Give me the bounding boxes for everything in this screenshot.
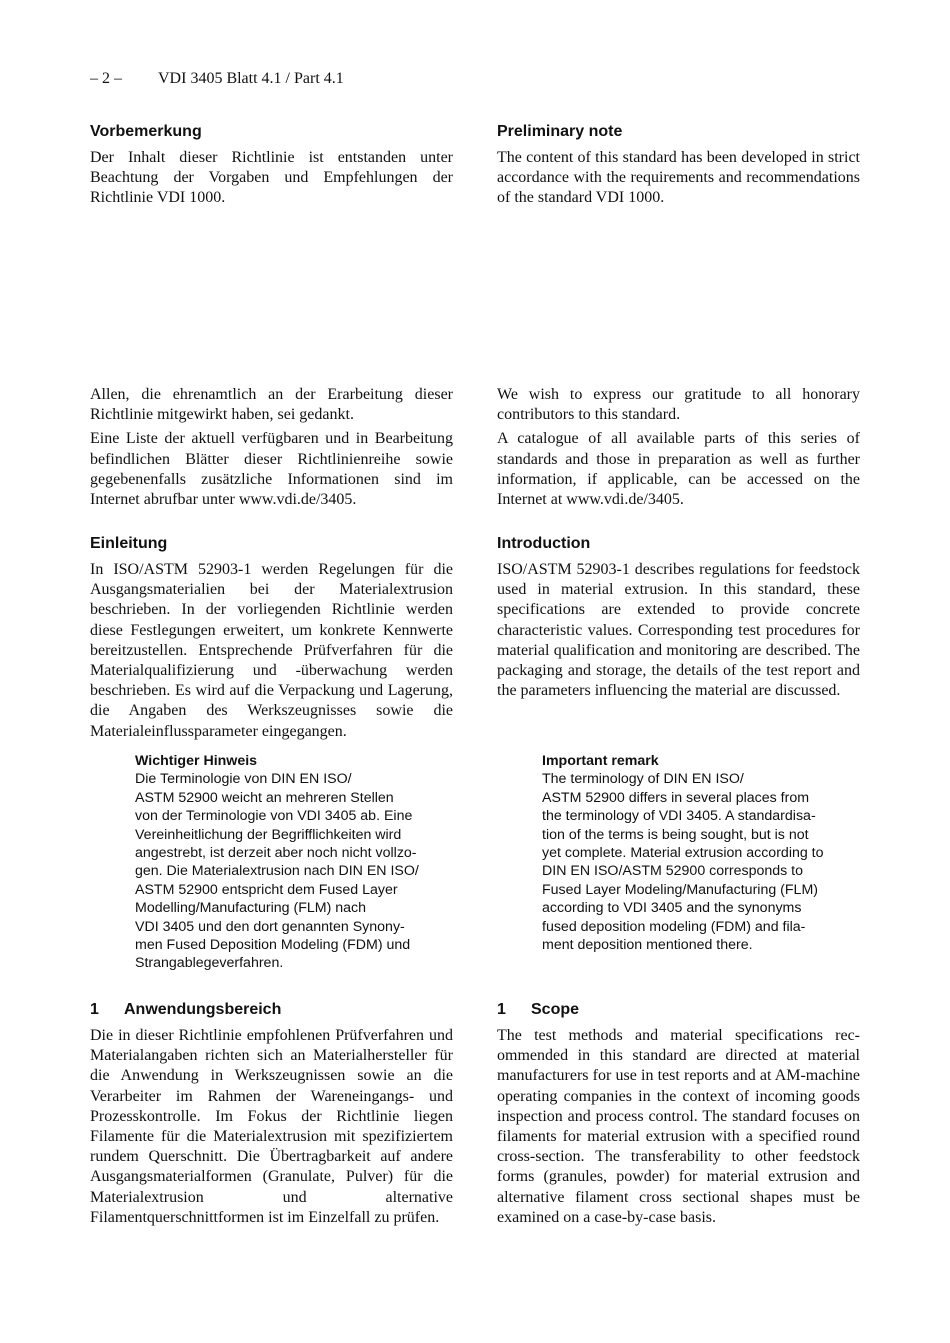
remark-line: Strangablegeverfahren.: [135, 955, 284, 972]
thanks-text-de: Allen, die ehrenamtlich an der Erarbeitung dieser Richtlinie mitgewirkt haben, sei gedankt.: [90, 386, 453, 424]
page-header: [90, 70, 344, 88]
scope-number-de: 1: [90, 1001, 99, 1018]
remark-line: Die Terminologie von DIN EN ISO/: [135, 771, 352, 788]
preliminary-note-de: [90, 122, 453, 209]
remark-line: von der Terminologie von VDI 3405 ab. Eine: [135, 808, 413, 825]
introduction-text-de: In ISO/ASTM 52903-1 werden Regelungen für die Ausgangsmaterialien bei der Materialextrusion beschrieben. In der vorliegenden Richtlinie werden diese Festlegungen erweitert, um konkrete Kennwerte bereitzustellen. Entsprechende Prüfverfahren für die Materialqualifizierung und -überwachung werden beschrieben. Es wird auf die Verpackung und Lagerung, die Angaben des Werkszeugnisses sowie die Materialeinflussparameter eingegangen.: [90, 561, 453, 740]
remark-line: ment deposition mentioned there.: [542, 937, 753, 954]
scope-title-en: Scope: [531, 1001, 580, 1018]
remark-line: ASTM 52900 entspricht dem Fused Layer: [135, 881, 398, 898]
remark-line: The terminology of DIN EN ISO/: [542, 771, 744, 788]
remark-line: Fused Layer Modeling/Manufacturing (FLM): [542, 881, 818, 898]
scope-en: [497, 1000, 860, 1228]
remark-line: gen. Die Materialextrusion nach DIN EN ISO/: [135, 863, 419, 880]
preliminary-heading-de: Vorbemerkung: [90, 123, 202, 140]
remark-title-en: Important remark: [542, 753, 659, 769]
introduction-text-en: ISO/ASTM 52903-1 describes regulations for feedstock used in material extrusion. In this standard, these specifications are extended to provide concrete characteristic values. Corresponding test procedures for material qualification and monitoring are described. The packaging and storage, the details of the test report and the parameters influencing the material are discussed.: [497, 561, 860, 700]
remark-line: ASTM 52900 weicht an mehreren Stellen: [135, 789, 394, 806]
list-text-de: Eine Liste der aktuell verfügbaren und in Bearbeitung befindlichen Blätter dieser Richtlinienreihe sowie gegebenenfalls zusätzliche Informationen sind im Internet abrufbar unter www.vdi.de/3405.: [90, 430, 453, 509]
remark-line: the terminology of VDI 3405. A standardisa-: [542, 808, 816, 825]
page-number: – 2 –: [90, 70, 122, 87]
preliminary-text-de: Der Inhalt dieser Richtlinie ist entstanden unter Beachtung der Vorgaben und Empfehlungen der Richtlinie VDI 1000.: [90, 149, 453, 207]
scope-number-en: 1: [497, 1001, 506, 1018]
introduction-heading-en: Introduction: [497, 535, 591, 552]
list-text-en: A catalogue of all available parts of this series of standards and those in preparation as well as further information, if applicable, can be accessed on the Internet at www.vdi.de/3405.: [497, 430, 860, 509]
introduction-heading-de: Einleitung: [90, 535, 168, 552]
preliminary-heading-en: Preliminary note: [497, 123, 623, 140]
remark-line: ASTM 52900 differs in several places from: [542, 789, 810, 806]
acknowledgement-en: [497, 385, 860, 510]
introduction-de: [90, 534, 453, 742]
thanks-text-en: We wish to express our gratitude to all honorary contributors to this standard.: [497, 386, 860, 424]
acknowledgement-de: [90, 385, 453, 510]
preliminary-text-en: The content of this standard has been developed in strict accordance with the requirements and recommendations of the standard VDI 1000.: [497, 149, 860, 207]
introduction-en: [497, 534, 860, 701]
scope-title-de: Anwendungsbereich: [124, 1001, 282, 1018]
remark-line: Vereinheitlichung der Begrifflichkeiten wird: [135, 826, 402, 843]
remark-line: men Fused Deposition Modeling (FDM) und: [135, 937, 411, 954]
scope-heading-en: [497, 1000, 860, 1020]
remark-title-de: Wichtiger Hinweis: [135, 753, 258, 769]
scope-heading-de: [90, 1000, 453, 1020]
preliminary-note-en: [497, 122, 860, 209]
scope-text-de: Die in dieser Richtlinie empfohlenen Prüfverfahren und Materialangaben richten sich an Materialhersteller für die Anwendung in Werkszeugnissen sowie an die Verarbeiter im Rahmen der Wareneingangs- und Prozesskontrolle. Im Fokus der Richtlinie liegen Filamente für die Materialextrusion mit spezifiziertem rundem Querschnitt. Die Übertragbarkeit auf andere Ausgangsmaterialformen (Granulate, Pulver) für die Materialextrusion und alternative Filamentquerschnittformen ist im Einzelfall zu prüfen.: [90, 1027, 453, 1226]
remark-line: angestrebt, ist derzeit aber noch nicht vollzo-: [135, 845, 417, 862]
scope-de: [90, 1000, 453, 1228]
important-remark-en: [542, 752, 862, 954]
important-remark-de: [135, 752, 455, 973]
remark-line: tion of the terms is being sought, but is not: [542, 826, 809, 843]
remark-line: Modelling/Manufacturing (FLM) nach: [135, 900, 367, 917]
remark-line: according to VDI 3405 and the synonyms: [542, 900, 802, 917]
scope-text-en: The test methods and material specifications recommended in this standard are directed at material manufacturers for use in test reports and at AM-machine operating companies in the context of incoming goods inspection and process control. The standard focuses on filaments for material extrusion with a specified round cross-section. The transferability to other feedstock forms (granules, powder) for material extrusion and alternative filament cross sectional shapes must be examined on a case-by-case basis.: [497, 1027, 860, 1226]
document-title: VDI 3405 Blatt 4.1 / Part 4.1: [158, 70, 344, 87]
remark-line: VDI 3405 und den dort genannten Synony-: [135, 918, 405, 935]
remark-line: yet complete. Material extrusion according to: [542, 845, 824, 862]
remark-line: DIN EN ISO/ASTM 52900 corresponds to: [542, 863, 804, 880]
remark-line: fused deposition modeling (FDM) and fila-: [542, 918, 806, 935]
